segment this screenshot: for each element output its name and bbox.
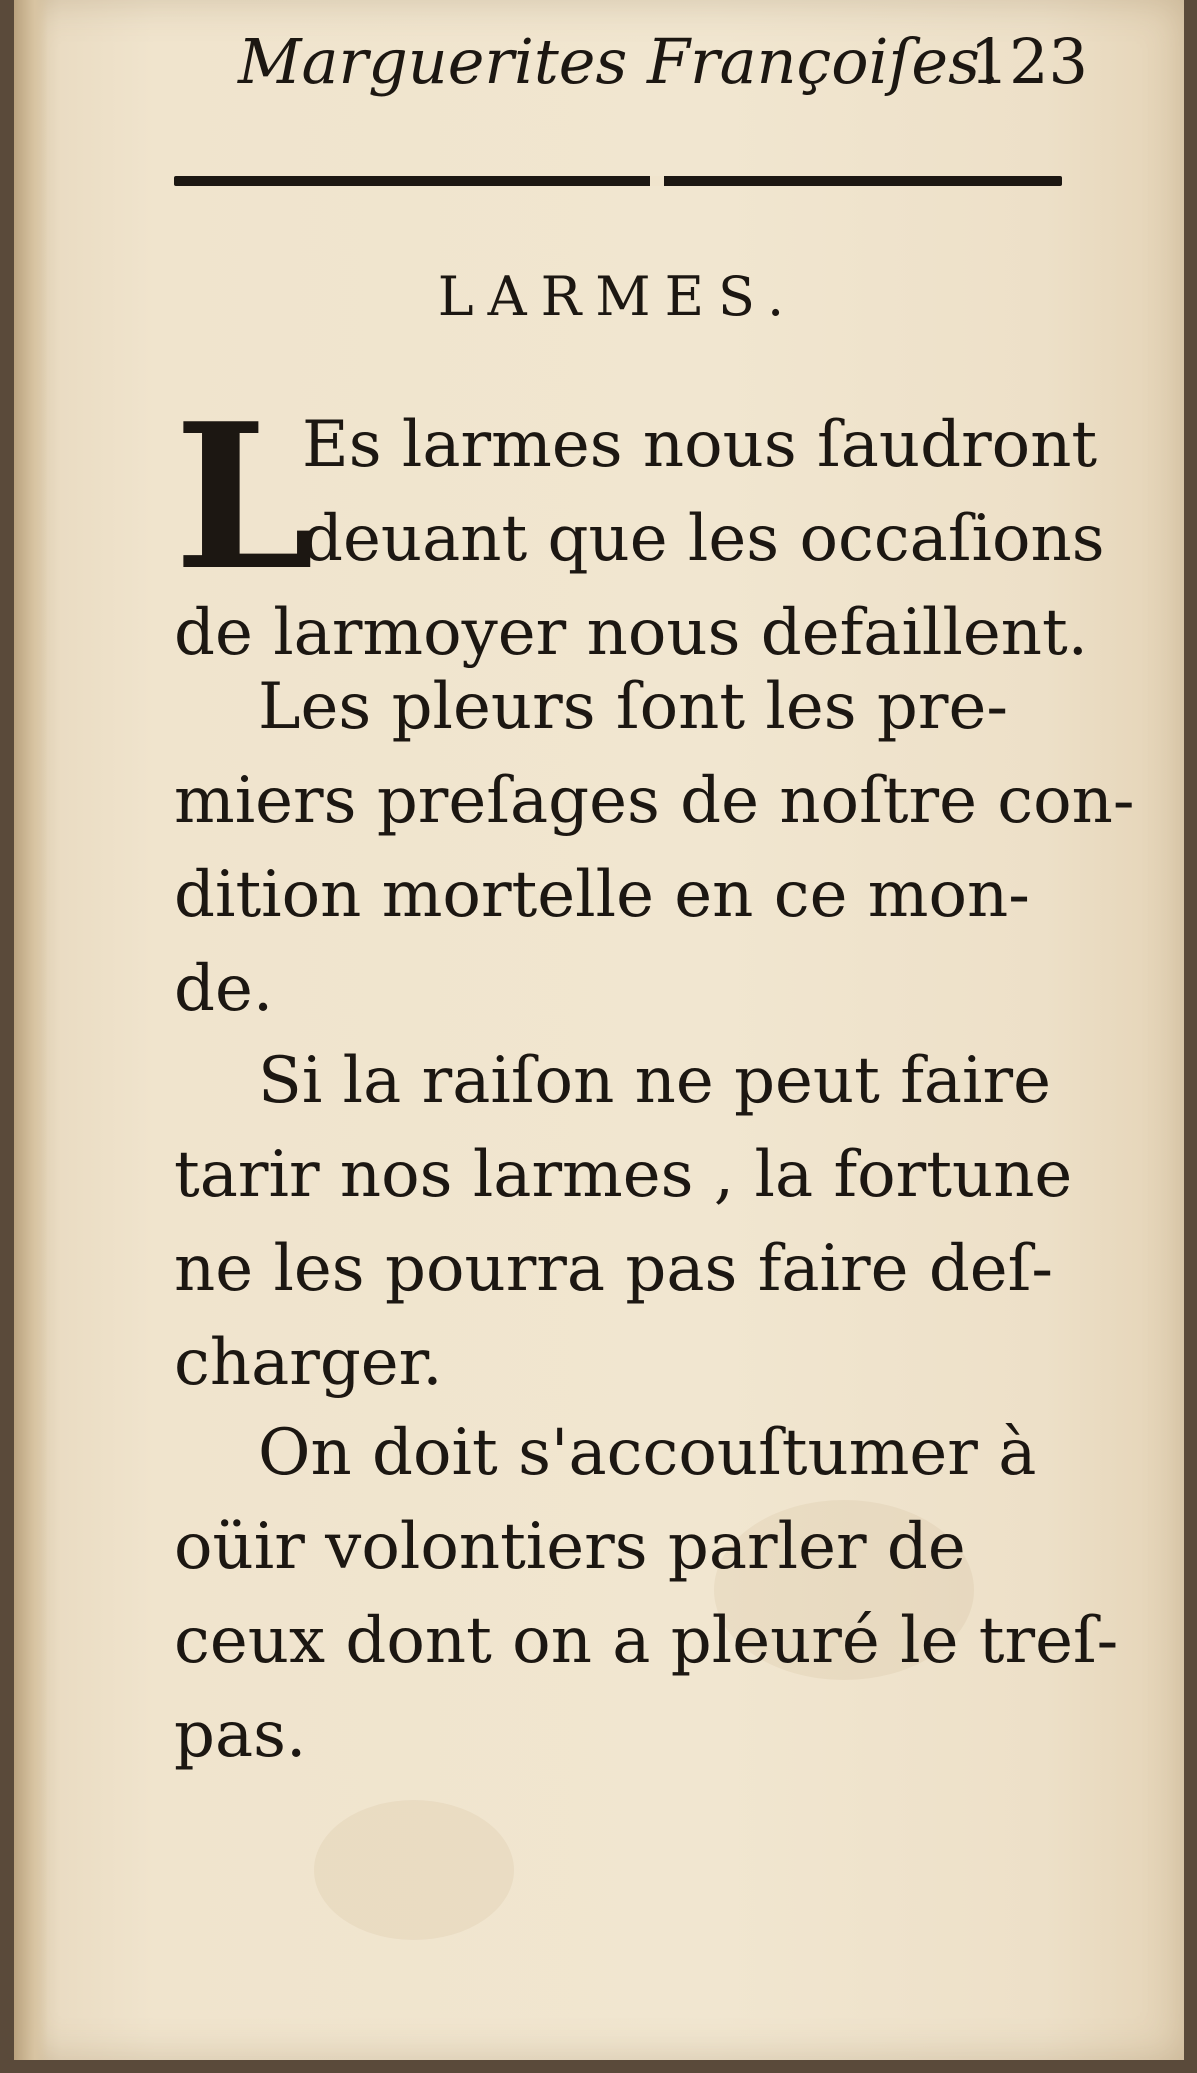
paragraph [174, 1406, 1119, 1782]
text-line: de. [174, 952, 274, 1026]
text-line: On doit s'accouſtumer à [258, 1416, 1037, 1490]
text-line: Si la raiſon ne peut faire [258, 1044, 1051, 1118]
drop-cap: L [174, 380, 315, 615]
header-rule-gap [650, 176, 664, 186]
text-line: tarir nos larmes , la fortune [174, 1138, 1073, 1212]
section-heading: LARMES. [437, 265, 799, 328]
running-title: Marguerites Françoiſes. [238, 25, 1000, 98]
text-line: miers preſages de noſtre con- [174, 764, 1135, 838]
text-line: Les pleurs ſont les pre- [258, 670, 1008, 744]
paper-stain [314, 1800, 514, 1940]
header-rule [174, 176, 1062, 186]
page-gutter [14, 0, 48, 2060]
book-page [14, 0, 1184, 2060]
text-line: dition mortelle en ce mon- [174, 858, 1030, 932]
text-line: deuant que les occaſions [302, 502, 1105, 576]
text-line: Es larmes nous ſaudront [302, 408, 1098, 482]
page-number: 123 [969, 25, 1088, 98]
text-line: ne les pourra pas faire deſ- [174, 1232, 1053, 1306]
text-line: pas. [174, 1698, 307, 1772]
text-line: de larmoyer nous defaillent. [174, 596, 1088, 670]
text-line: oüir volontiers parler de [174, 1510, 966, 1584]
paragraph [174, 1034, 1074, 1410]
paragraph [174, 380, 1105, 680]
text-line: ceux dont on a pleuré le treſ- [174, 1604, 1119, 1678]
running-head [238, 22, 1088, 102]
text-line: charger. [174, 1326, 443, 1400]
paragraph [174, 660, 1135, 1036]
